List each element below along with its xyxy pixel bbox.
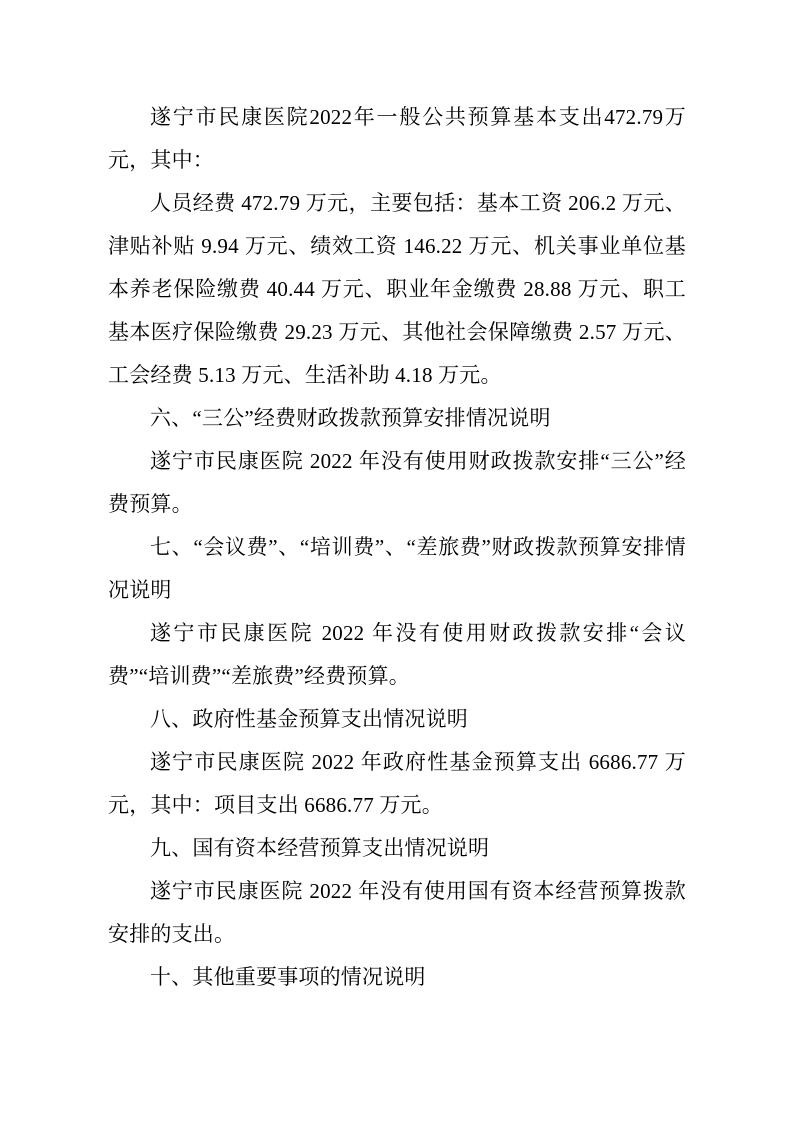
- paragraph-state-capital-operating-budget-none: 遂宁市民康医院 2022 年没有使用国有资本经营预算拨款安排的支出。: [108, 879, 686, 946]
- paragraph-general-public-budget-basic-expenditure: 遂宁市民康医院2022年一般公共预算基本支出472.79万元，其中：: [108, 105, 686, 172]
- heading-nine-state-capital-operating-budget: 九、国有资本经营预算支出情况说明: [150, 836, 490, 860]
- paragraph-government-fund-budget-expenditure-detail: 遂宁市民康医院 2022 年政府性基金预算支出 6686.77 万元，其中：项目支出 6686.77 万元。: [108, 750, 686, 817]
- heading-six-three-public-expenses: 六、“三公”经费财政拨款预算安排情况说明: [150, 406, 551, 430]
- heading-ten-other-important-matters: 十、其他重要事项的情况说明: [150, 965, 426, 989]
- paragraph-meeting-training-travel-none: 遂宁市民康医院 2022 年没有使用财政拨款安排“会议费”“培训费”“差旅费”经费预算。: [108, 621, 686, 688]
- heading-seven-meeting-training-travel-expenses: 七、“会议费”、“培训费”、“差旅费”财政拨款预算安排情况说明: [108, 535, 686, 602]
- paragraph-personnel-expenses-detail: 人员经费 472.79 万元，主要包括：基本工资 206.2 万元、津贴补贴 9.94 万元、绩效工资 146.22 万元、机关事业单位基本养老保险缴费 40.44 万元、职业年金缴费 28.88 万元、职工基本医疗保险缴费 29.23 万元、其他社会保障缴费 2.57 万元、工会经费 5.13 万元、生活补助 4.18 万元。: [108, 191, 686, 387]
- paragraph-three-public-expenses-none: 遂宁市民康医院 2022 年没有使用财政拨款安排“三公”经费预算。: [108, 449, 686, 516]
- document-body: [108, 96, 686, 999]
- heading-eight-government-fund-budget-expenditure: 八、政府性基金预算支出情况说明: [150, 707, 468, 731]
